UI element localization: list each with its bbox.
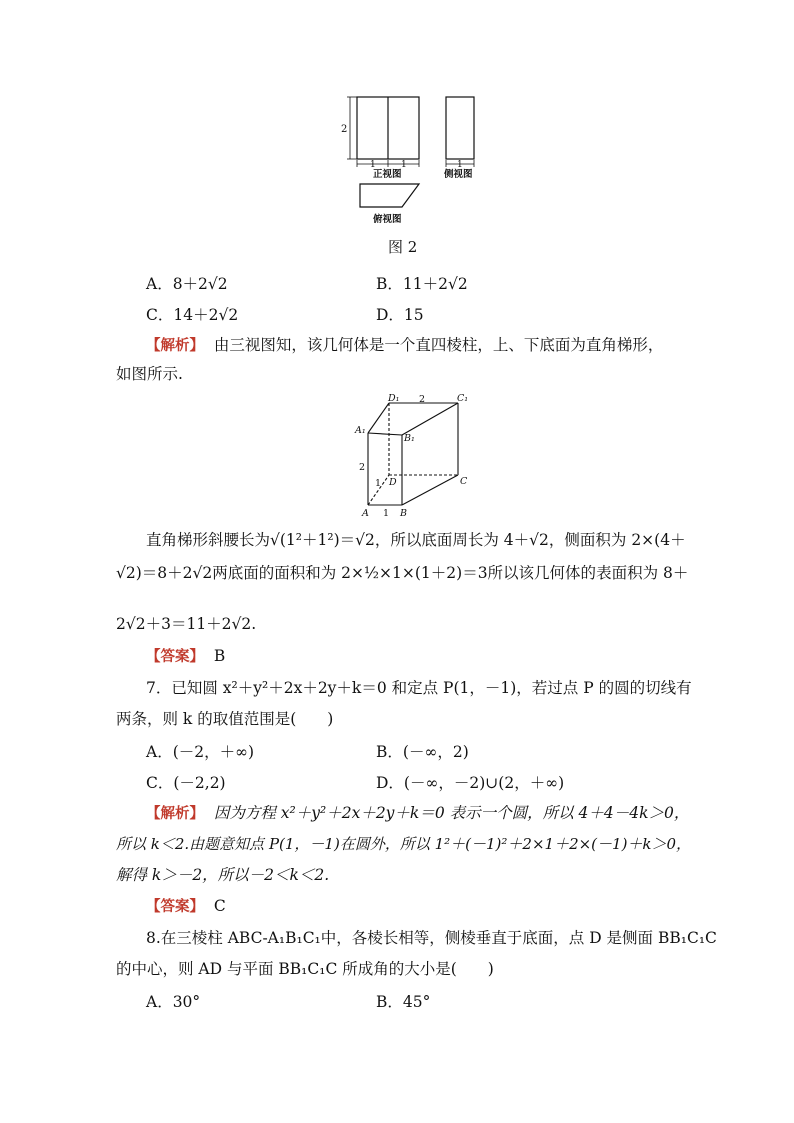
dim-width-label-2: 1	[401, 160, 407, 170]
q6-calc-line-1: 直角梯形斜腰长为√(1²＋1²)＝√2，所以底面周长为 4＋√2，侧面积为 2×(4＋	[146, 531, 686, 549]
q6-analysis-tag: 【解析】	[146, 338, 204, 354]
q7-answer-line	[146, 896, 754, 917]
q8-stem-line-1: 8.在三棱柱 ABC-A₁B₁C₁中，各棱长相等，侧棱垂直于底面，点 D 是侧面 BB₁C₁C	[146, 929, 717, 947]
label-A1: A₁	[355, 425, 366, 436]
q6-analysis-line-2: 如图所示.	[116, 365, 183, 383]
q6-calc-line-2: √2)＝8＋2√2两底面的面积和为 2×½×1×(1＋2)＝3所以该几何体的表面积为 8＋	[116, 564, 689, 582]
top-view-label: 俯视图	[373, 214, 402, 225]
three-view-figure	[340, 90, 490, 230]
side-view	[446, 97, 474, 167]
front-view	[347, 97, 419, 167]
q6-answer: B	[213, 647, 226, 665]
q8-option-b: B．45°	[376, 993, 431, 1011]
label-D: D	[389, 477, 397, 488]
label-B1: B₁	[404, 433, 415, 444]
q6-analysis-line-1	[146, 335, 754, 356]
top-view	[360, 184, 419, 207]
prism-figure	[352, 393, 482, 518]
label-base-1a: 1	[375, 478, 382, 489]
q8-option-a: A．30°	[146, 993, 201, 1011]
figure-caption: 图 2	[388, 238, 418, 256]
q6-answer-line	[146, 646, 754, 667]
q7-stem-line-1: 7．已知圆 x²＋y²＋2x＋2y＋k＝0 和定点 P(1，－1)，若过点 P 的圆的切线有	[146, 679, 692, 697]
side-view-label: 侧视图	[444, 169, 473, 180]
q6-option-c: C．14＋2√2	[146, 306, 239, 324]
dim-side-label: 1	[457, 160, 463, 170]
q7-analysis-line-2: 所以 k＜2.由题意知点 P(1，－1)在圆外，所以 1²＋(－1)²＋2×1＋2×(－1)＋k＞0，	[116, 835, 692, 853]
label-D1: D₁	[388, 393, 400, 404]
q7-analysis-text-1: 因为方程 x²＋y²＋2x＋2y＋k＝0 表示一个圆，所以 4＋4－4k＞0，	[213, 804, 690, 822]
dim-height-label: 2	[341, 124, 348, 135]
q7-analysis-line-1	[146, 803, 754, 824]
q7-option-d: D．(－∞，－2)∪(2，＋∞)	[376, 774, 565, 792]
q7-analysis-line-3: 解得 k＞－2，所以－2＜k＜2.	[116, 866, 330, 884]
q6-analysis-text-1: 由三视图知，该几何体是一个直四棱柱，上、下底面为直角梯形，	[213, 336, 664, 354]
label-A: A	[362, 508, 369, 518]
q7-analysis-tag: 【解析】	[146, 806, 204, 822]
label-C: C	[460, 476, 468, 487]
q7-option-b: B．(－∞，2)	[376, 743, 469, 761]
q7-answer: C	[213, 897, 226, 915]
q6-calc-line-3: 2√2＋3＝11＋2√2.	[116, 615, 257, 633]
dim-width-label-1: 1	[370, 160, 376, 170]
label-height-2: 2	[359, 462, 366, 473]
q6-option-a: A．8＋2√2	[146, 275, 228, 293]
q8-stem-line-2: 的中心，则 AD 与平面 BB₁C₁C 所成角的大小是( )	[116, 960, 494, 978]
q6-option-b: B．11＋2√2	[376, 275, 468, 293]
front-view-label: 正视图	[373, 169, 402, 180]
q6-option-d: D．15	[376, 306, 424, 324]
q7-answer-tag: 【答案】	[146, 899, 204, 915]
q7-stem-line-2: 两条，则 k 的取值范围是( )	[116, 710, 334, 728]
q6-answer-tag: 【答案】	[146, 649, 204, 665]
q7-option-c: C．(－2,2)	[146, 774, 226, 792]
label-C1: C₁	[457, 393, 469, 404]
label-B: B	[400, 508, 407, 518]
label-top-2: 2	[419, 394, 426, 405]
label-base-1b: 1	[383, 508, 390, 518]
q7-option-a: A．(－2，＋∞)	[146, 743, 255, 761]
